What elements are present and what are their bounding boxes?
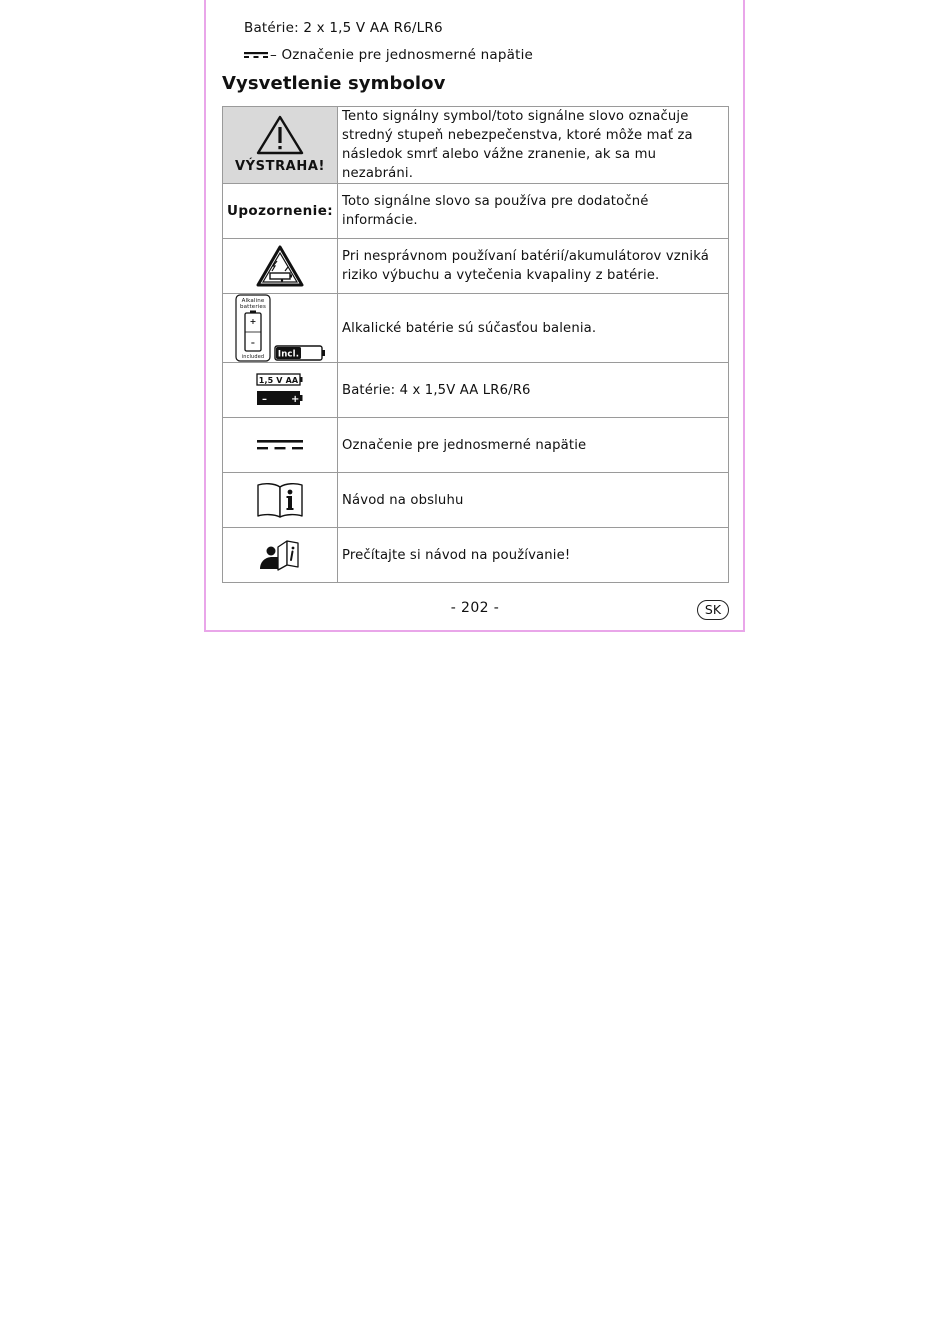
- table-row: [223, 363, 729, 418]
- description-cell: Označenie pre jednosmerné napätie: [338, 418, 729, 473]
- table-row: [223, 528, 729, 583]
- dc-symbol-line: [244, 47, 533, 63]
- table-row: [223, 107, 729, 184]
- page-number: - 202 -: [450, 600, 500, 616]
- description-cell: Toto signálne slovo sa používa pre dodatočné informácie.: [338, 184, 729, 239]
- section-heading: Vysvetlenie symbolov: [222, 73, 446, 94]
- table-row: [223, 473, 729, 528]
- warning-triangle-icon: [256, 115, 304, 155]
- icon-cell: [223, 363, 338, 418]
- table-row: [223, 418, 729, 473]
- plus-text: +: [249, 317, 257, 326]
- label-cell: [223, 184, 338, 239]
- table-row: [223, 184, 729, 239]
- table-row: [223, 294, 729, 363]
- caution-label: Upozornenie:: [227, 202, 334, 219]
- direct-current-icon: [257, 439, 303, 451]
- description-cell: Prečítajte si návod na používanie!: [338, 528, 729, 583]
- icon-cell: [223, 528, 338, 583]
- read-manual-icon: [258, 539, 302, 571]
- direct-current-icon: [244, 51, 268, 59]
- table-row: [223, 239, 729, 294]
- icon-cell: [223, 294, 338, 363]
- description-cell: Návod na obsluhu: [338, 473, 729, 528]
- description-cell: Batérie: 4 x 1,5V AA LR6/R6: [338, 363, 729, 418]
- language-badge: SK: [697, 600, 729, 620]
- voltage-text: 1,5 V AA: [258, 376, 299, 385]
- icon-cell: [223, 473, 338, 528]
- battery-spec: Batérie: 2 x 1,5 V AA R6/LR6: [244, 20, 443, 36]
- included-text: included: [241, 354, 265, 360]
- alkaline-batteries-included-icon: [234, 294, 326, 362]
- minus-sign: –: [262, 394, 268, 405]
- icon-cell: [223, 239, 338, 294]
- symbols-table: [222, 106, 729, 583]
- plus-sign: +: [291, 394, 300, 405]
- minus-text: –: [250, 338, 256, 347]
- battery-explosion-warning-icon: [256, 245, 304, 287]
- alkaline-text: Alkaline: [241, 298, 265, 304]
- description-cell: Pri nesprávnom používaní batérií/akumulátorov vzniká riziko výbuchu a vytečenia kvapaliny z batérie.: [338, 239, 729, 294]
- warning-label: VÝSTRAHA!: [234, 158, 326, 174]
- incl-text: Incl.: [277, 349, 300, 360]
- dc-symbol-text: – Označenie pre jednosmerné napätie: [270, 47, 534, 63]
- icon-cell: [223, 418, 338, 473]
- description-cell: Alkalické batérie sú súčasťou balenia.: [338, 294, 729, 363]
- batteries-text: batteries: [240, 304, 266, 310]
- icon-cell: [223, 107, 338, 184]
- manual-info-icon: [256, 481, 304, 519]
- aa-battery-icon: [256, 372, 304, 408]
- description-cell: Tento signálny symbol/toto signálne slovo označuje stredný stupeň nebezpečenstva, ktoré môže mať za následok smrť alebo vážne zranenie, ak sa mu nezabráni.: [338, 107, 729, 184]
